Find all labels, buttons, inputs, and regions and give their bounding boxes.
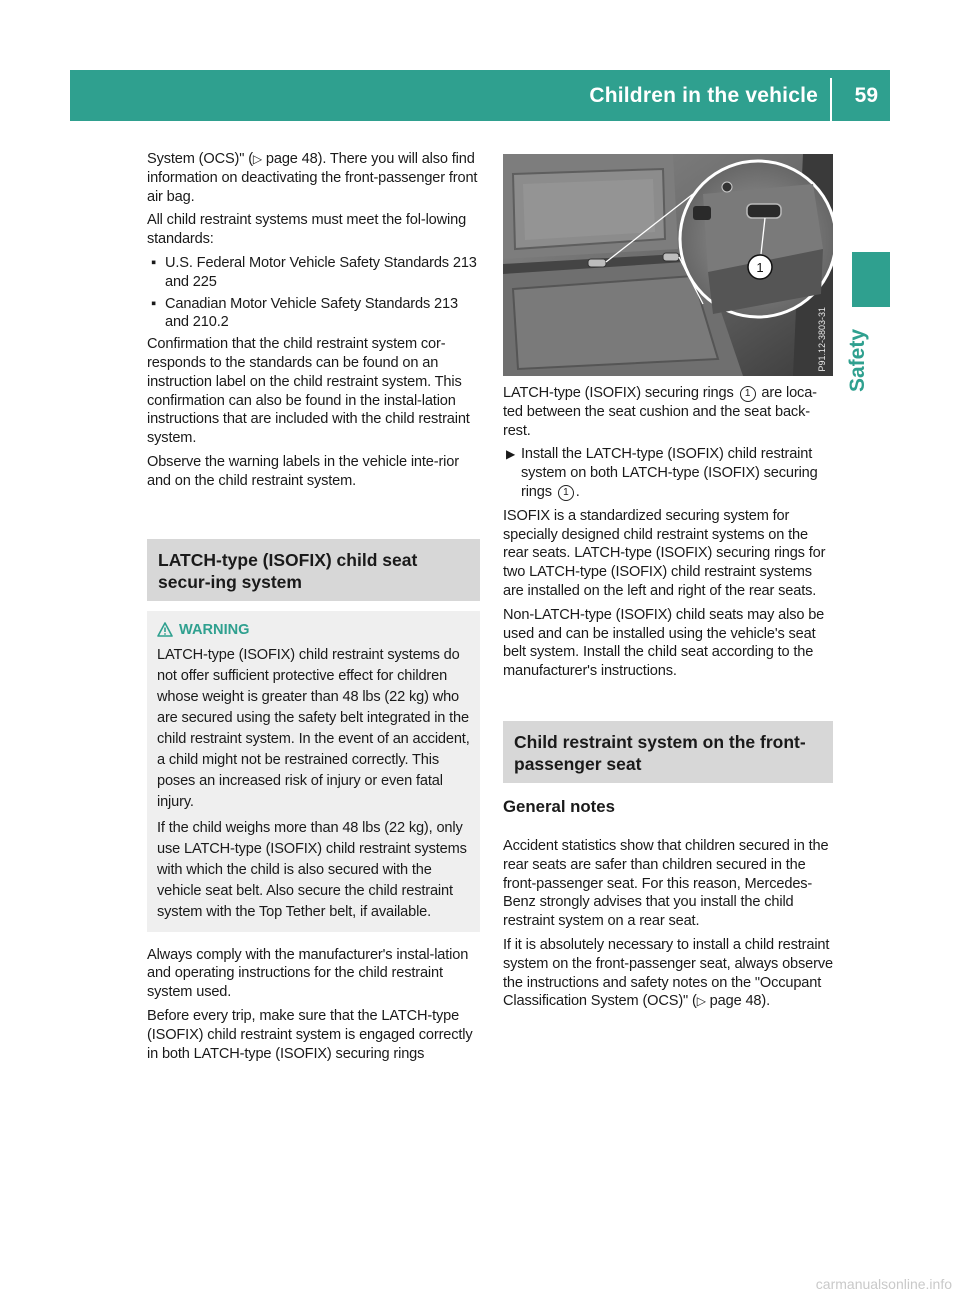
text: are loca-ted between the seat cushion and the seat back-rest. xyxy=(503,385,817,439)
svg-text:1: 1 xyxy=(756,260,764,275)
paragraph: Non-LATCH-type (ISOFIX) child seats may also be used and can be installed using the vehicle's seat belt system. Install the child seat according to the manufacturer's instructions. xyxy=(503,606,825,680)
subheading: General notes xyxy=(503,796,615,816)
page-ref-arrow-icon[interactable]: ▷ xyxy=(696,994,706,1009)
page-title: Children in the vehicle xyxy=(589,84,818,107)
paragraph: Observe the warning labels in the vehicle inte-rior and on the child restraint system. xyxy=(147,453,459,489)
left-column xyxy=(147,150,480,1068)
arrow-right-icon: ▶ xyxy=(506,447,516,462)
text: If it is absolutely necessary to install a child restraint system on the front-passenger seat, always observe the instructions and safety notes on the "Occupant Classification System (OCS)" ( xyxy=(503,936,833,1010)
warning-box xyxy=(147,611,480,932)
list-item xyxy=(147,254,480,292)
paragraph xyxy=(503,936,833,1011)
instruction-step xyxy=(503,445,833,501)
seat-illustration xyxy=(503,154,833,376)
page-number: 59 xyxy=(854,84,878,107)
warning-triangle-icon xyxy=(157,622,173,637)
text: LATCH-type (ISOFIX) securing rings xyxy=(503,385,738,401)
warning-header xyxy=(157,621,472,639)
text: System (OCS)" ( xyxy=(147,151,253,167)
section-heading-box xyxy=(503,721,833,783)
callout-marker: 1 xyxy=(740,386,756,402)
paragraph: Confirmation that the child restraint system cor-responds to the standards can be found on an instruction label on the child restraint system. This confirmation can also be found in the instal-lation instructions that are included with the child restraint system. xyxy=(147,336,470,447)
text: . xyxy=(575,483,580,500)
text: page 48). xyxy=(705,993,771,1010)
watermark: carmanualsonline.info xyxy=(815,1276,952,1292)
page-ref-arrow-icon[interactable]: ▷ xyxy=(252,152,262,166)
text: page 48). There you will also find information on deactivating the front-passenger front air bag. xyxy=(147,151,478,205)
section-heading: Child restraint system on the front-passenger seat xyxy=(514,731,806,774)
paragraph xyxy=(147,150,480,206)
paragraph: ISOFIX is a standardized securing system for specially designed child restraint systems on the rear seats. LATCH-type (ISOFIX) securing rings for two LATCH-type (ISOFIX) child restraint systems are installed on the left and right of the rear seats. xyxy=(503,507,826,599)
list-item-text: Canadian Motor Vehicle Safety Standards 213 and 210.2 xyxy=(165,295,458,331)
bullet-icon: ▪ xyxy=(151,295,157,312)
side-tab-marker xyxy=(852,252,890,307)
text: Install the LATCH-type (ISOFIX) child restraint system on both LATCH-type (ISOFIX) securing rings xyxy=(521,446,818,500)
warning-text: LATCH-type (ISOFIX) child restraint systems do not offer sufficient protective effect for children whose weight is greater than 48 lbs (22 kg) who are secured using the safety belt integrated in the child restraint system. In the event of an accident, a child might not be restrained correctly. This poses an increased risk of injury or even fatal injury. xyxy=(157,646,470,810)
paragraph: Always comply with the manufacturer's instal-lation and operating instructions for the child restraint system used. xyxy=(147,946,469,1001)
figure-code: P91.12-3803-31 xyxy=(817,307,827,372)
bullet-icon: ▪ xyxy=(151,254,157,271)
section-heading: LATCH-type (ISOFIX) child seat secur-ing system xyxy=(158,549,418,592)
paragraph: Accident statistics show that children secured in the rear seats are safer than children secured in the front-passenger seat. For this reason, Mercedes-Benz strongly advises that you install the child restraint system on a rear seat. xyxy=(503,837,829,930)
paragraph: All child restraint systems must meet the fol-lowing standards: xyxy=(147,212,467,248)
header-bar xyxy=(70,70,890,121)
section-heading-box xyxy=(147,539,480,601)
paragraph: Before every trip, make sure that the LATCH-type (ISOFIX) child restraint system is engaged correctly in both LATCH-type (ISOFIX) securing rings xyxy=(147,1007,473,1062)
list-item-text: U.S. Federal Motor Vehicle Safety Standards 213 and 225 xyxy=(165,254,477,290)
right-column xyxy=(503,150,833,1016)
side-tab-label: Safety xyxy=(846,328,869,392)
list-item xyxy=(147,295,480,333)
header-divider xyxy=(830,78,832,121)
warning-text: If the child weighs more than 48 lbs (22 kg), only use LATCH-type (ISOFIX) child restraint systems with which the child is also secured with the vehicle seat belt. Also secure the child restraint system with the Top Tether belt, if available. xyxy=(157,819,467,920)
isofix-rings-photo xyxy=(503,154,833,376)
paragraph xyxy=(503,384,833,440)
callout-marker: 1 xyxy=(558,485,574,501)
warning-label: WARNING xyxy=(179,621,250,638)
